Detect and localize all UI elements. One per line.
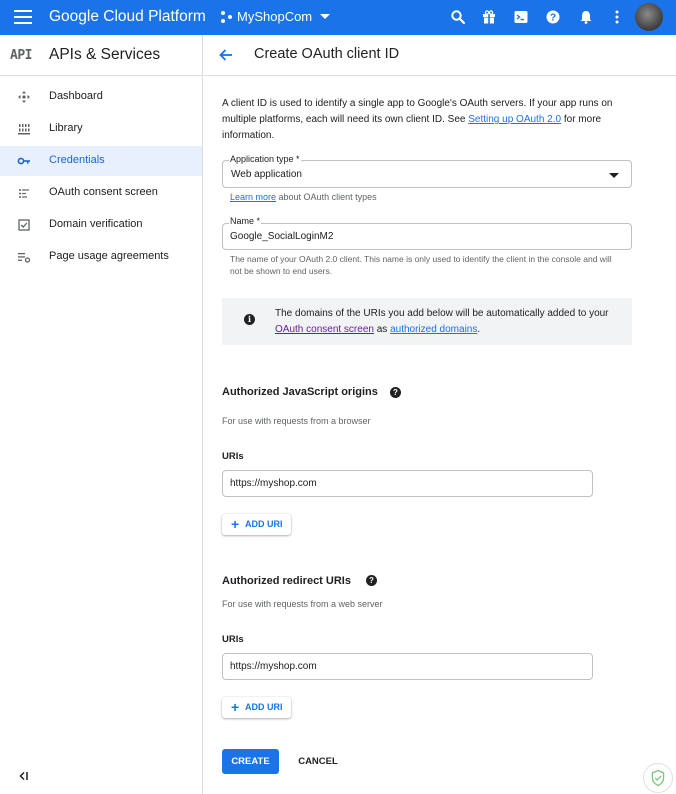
dropdown-arrow-icon: [609, 173, 619, 178]
sidebar-item-label: OAuth consent screen: [49, 186, 158, 198]
setting-up-oauth-link[interactable]: Setting up OAuth 2.0: [468, 114, 562, 125]
help-icon[interactable]: [545, 9, 561, 25]
shield-badge[interactable]: [643, 763, 673, 793]
application-type-label: Application type *: [230, 154, 300, 164]
chevron-down-icon: [320, 14, 330, 19]
info-icon: i: [244, 314, 255, 325]
learn-more-text: [230, 191, 377, 203]
gift-icon[interactable]: [481, 9, 497, 25]
menu-icon[interactable]: [14, 10, 32, 24]
intro-body: A client ID is used to identify a single app to Google's OAuth servers. If your app runs on multiple platforms, each will need its own client ID. See: [222, 98, 613, 125]
add-js-origin-uri-button[interactable]: [222, 514, 291, 535]
learn-more-link[interactable]: Learn more: [230, 192, 277, 202]
sidebar-item-label: Page usage agreements: [49, 250, 169, 262]
dashboard-icon: [17, 90, 31, 104]
settings-list-icon: [17, 250, 31, 264]
plus-icon: +: [231, 699, 240, 715]
info-banner: [222, 298, 632, 345]
add-uri-label: ADD URI: [245, 702, 283, 712]
client-name-input[interactable]: [222, 223, 632, 250]
top-app-bar: [0, 0, 676, 35]
api-logo: API: [10, 48, 32, 63]
back-arrow-icon[interactable]: [218, 47, 234, 63]
notifications-icon[interactable]: [578, 9, 594, 25]
terminal-icon[interactable]: [513, 9, 529, 25]
project-icon: [221, 11, 233, 23]
learn-more-suffix: about OAuth client types: [276, 192, 377, 202]
sidebar-item-label: Library: [49, 122, 83, 134]
shield-icon: [644, 764, 672, 792]
redirect-uris-title: Authorized redirect URIs: [222, 575, 351, 587]
brand-title[interactable]: Google Cloud Platform: [49, 8, 206, 25]
info-text: [275, 306, 615, 338]
redirect-uris-subtitle: For use with requests from a web server: [222, 599, 383, 609]
page-title: Create OAuth client ID: [254, 46, 400, 62]
sidebar-item-oauth-consent[interactable]: [0, 178, 202, 208]
avatar[interactable]: [635, 3, 663, 31]
cancel-button[interactable]: CANCEL: [298, 756, 338, 767]
sidebar-item-credentials[interactable]: [0, 146, 202, 176]
project-name: MyShopCom: [237, 9, 313, 24]
js-origins-subtitle: For use with requests from a browser: [222, 416, 371, 426]
help-icon[interactable]: ?: [366, 575, 377, 586]
redirect-uri-input[interactable]: [222, 653, 593, 680]
search-icon[interactable]: [450, 9, 466, 25]
redirect-uris-label: URIs: [222, 634, 244, 645]
intro-suffix: for more information.: [222, 114, 602, 141]
collapse-sidebar-icon[interactable]: [17, 770, 29, 782]
sidebar-item-label: Dashboard: [49, 90, 103, 102]
info-text-part: .: [477, 324, 481, 335]
create-button[interactable]: CREATE: [222, 749, 279, 774]
client-name-helper: The name of your OAuth 2.0 client. This name is only used to identify the client in the console and will not be shown to end users.: [230, 254, 612, 276]
add-uri-label: ADD URI: [245, 519, 283, 529]
sidebar-title: APIs & Services: [49, 46, 161, 63]
add-redirect-uri-button[interactable]: [222, 697, 291, 718]
project-selector[interactable]: [221, 9, 330, 24]
help-icon[interactable]: ?: [390, 387, 401, 398]
divider: [204, 75, 676, 76]
sidebar: [0, 35, 203, 794]
more-vert-icon[interactable]: [609, 9, 625, 25]
checkbox-icon: [17, 218, 31, 232]
key-icon: [17, 154, 31, 168]
info-text-part: as: [373, 324, 391, 335]
authorized-domains-link[interactable]: authorized domains: [390, 324, 478, 335]
js-origins-title: Authorized JavaScript origins: [222, 386, 378, 398]
library-icon: [17, 122, 31, 136]
consent-icon: [17, 186, 31, 200]
js-origins-uris-label: URIs: [222, 451, 244, 462]
sidebar-item-domain-verification[interactable]: [0, 210, 202, 240]
intro-text: [222, 96, 632, 144]
info-text-part: The domains of the URIs you add below will be automatically added to your: [275, 308, 609, 319]
plus-icon: +: [231, 516, 240, 532]
js-origin-uri-input[interactable]: [222, 470, 593, 497]
sidebar-item-library[interactable]: [0, 114, 202, 144]
sidebar-item-page-usage[interactable]: [0, 242, 202, 272]
oauth-consent-screen-link[interactable]: OAuth consent screen: [275, 324, 374, 335]
client-name-label: Name *: [230, 216, 261, 226]
divider: [0, 75, 202, 76]
svg-text:?: ?: [549, 12, 557, 24]
sidebar-item-dashboard[interactable]: [0, 82, 202, 112]
sidebar-item-label: Credentials: [49, 154, 105, 166]
application-type-value: Web application: [231, 169, 302, 180]
sidebar-item-label: Domain verification: [49, 218, 143, 230]
application-type-select[interactable]: [222, 160, 632, 188]
